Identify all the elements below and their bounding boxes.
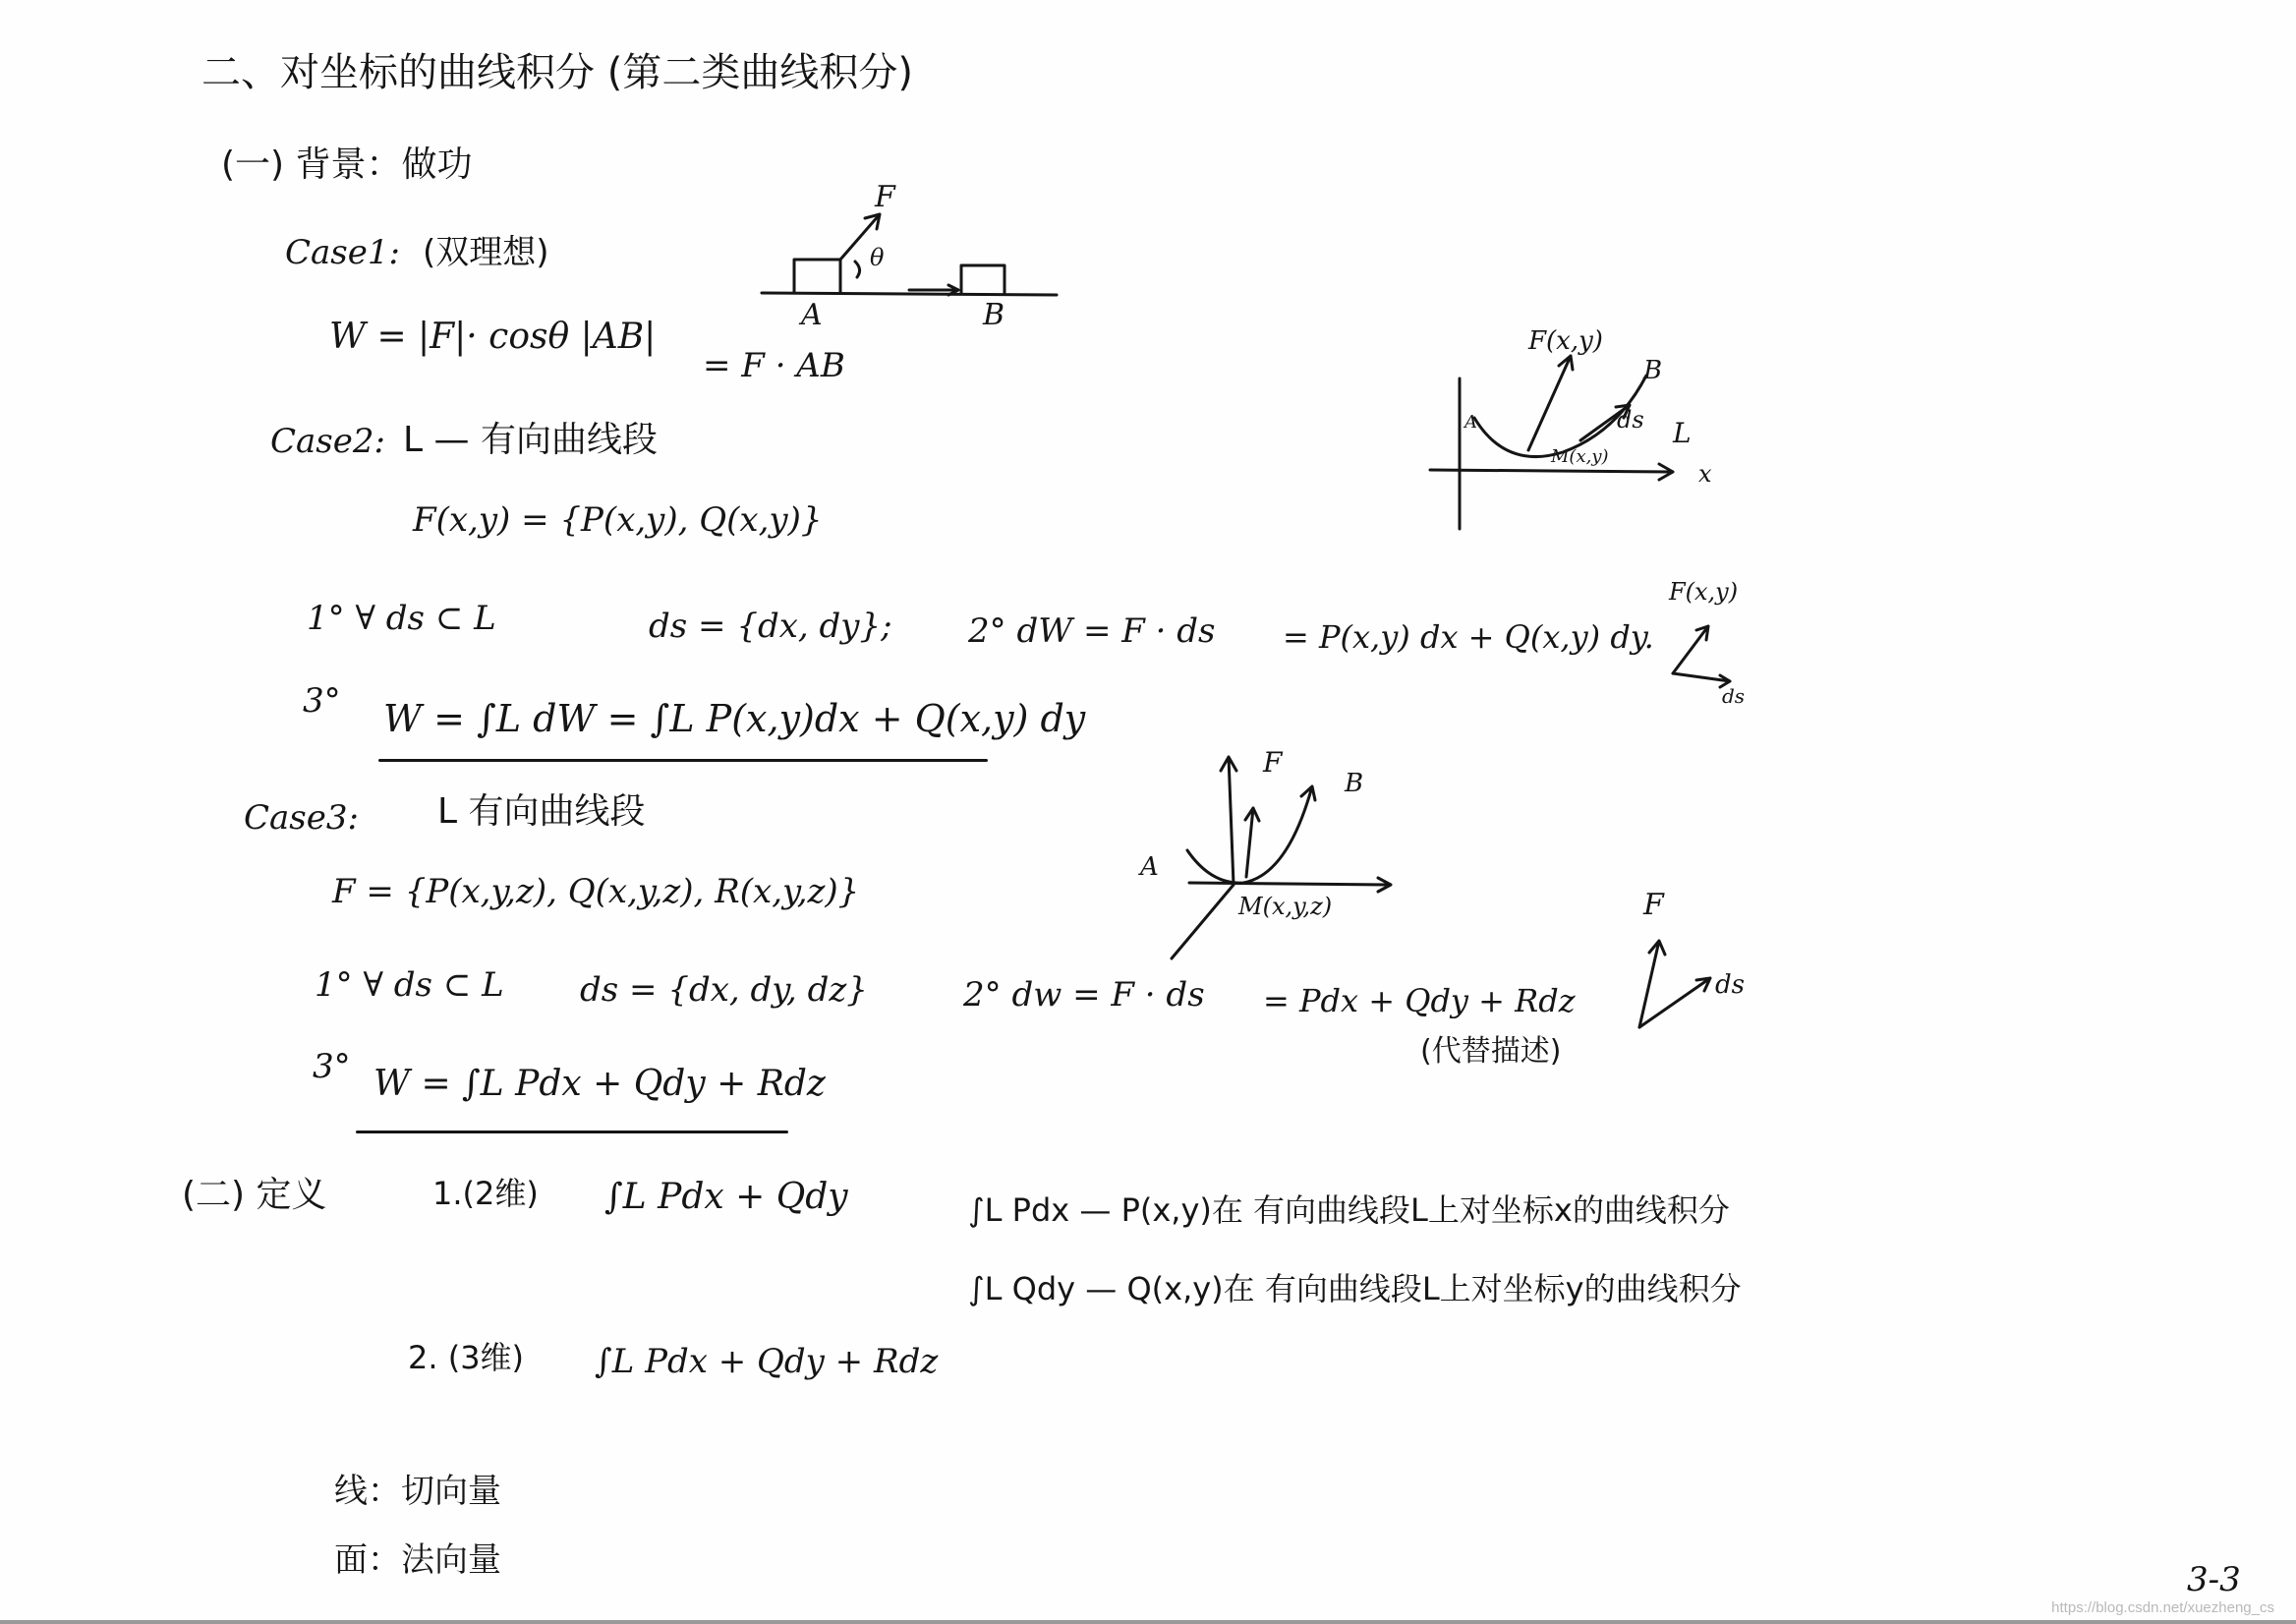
case1-work-formula-dot: = F · AB bbox=[703, 346, 845, 385]
point-b-label: B bbox=[1643, 356, 1663, 385]
def1-q-explanation: ∫L Qdy — Q(x,y)在 有向曲线段L上对坐标y的曲线积分 bbox=[968, 1270, 1742, 1307]
case2-step2-expansion: = P(x,y) dx + Q(x,y) dy. bbox=[1283, 618, 1654, 656]
case2-note: L — 有向曲线段 bbox=[403, 420, 658, 460]
force-vector bbox=[1245, 808, 1259, 877]
case1-work-formula: W = |F|· cosθ |AB| bbox=[329, 317, 657, 357]
case3-underline bbox=[356, 1131, 788, 1133]
block-b bbox=[961, 265, 1004, 293]
y-axis bbox=[1172, 885, 1234, 958]
case3-side-sketch bbox=[1612, 860, 1789, 1037]
section2-heading: (二) 定义 bbox=[182, 1175, 327, 1215]
note-surface-normal: 面：法向量 bbox=[334, 1540, 501, 1580]
force-label: F(x,y) bbox=[1528, 326, 1603, 356]
def2-formula: ∫L Pdx + Qdy + Rdz bbox=[595, 1342, 939, 1381]
case3-work-integral: W = ∫L Pdx + Qdy + Rdz bbox=[373, 1064, 826, 1104]
case2-side-sketch bbox=[1661, 565, 1789, 723]
point-m-label: M(x,y,z) bbox=[1238, 893, 1333, 920]
case1-block-figure bbox=[747, 167, 1071, 334]
force-label: F bbox=[875, 180, 895, 214]
case2-label: Case2: bbox=[270, 422, 385, 461]
force-label: F bbox=[1643, 888, 1664, 922]
point-m-label: M(x,y) bbox=[1551, 446, 1609, 467]
case3-curve-figure bbox=[1120, 727, 1415, 963]
case1-note: (双理想) bbox=[423, 233, 549, 272]
force-vector bbox=[1673, 626, 1708, 673]
note-line-tangent: 线：切向量 bbox=[334, 1472, 501, 1511]
case3-step1: 1° ∀ ds ⊂ L bbox=[315, 965, 504, 1005]
def2-label: 2. (3维) bbox=[408, 1339, 525, 1376]
def1-p-explanation: ∫L Pdx — P(x,y)在 有向曲线段L上对坐标x的曲线积分 bbox=[968, 1191, 1730, 1229]
case2-step1-ds: ds = {dx, dy}; bbox=[649, 607, 892, 646]
case3-step2-expansion: = Pdx + Qdy + Rdz bbox=[1263, 982, 1576, 1019]
angle-arc bbox=[855, 261, 860, 277]
point-b-label: B bbox=[983, 298, 1005, 332]
case2-step1: 1° ∀ ds ⊂ L bbox=[307, 599, 496, 638]
force-label: F bbox=[1263, 746, 1283, 779]
ground-line bbox=[762, 293, 1057, 295]
force-vector bbox=[1639, 941, 1665, 1027]
ds-label: ds bbox=[1617, 406, 1644, 434]
point-b-label: B bbox=[1345, 769, 1364, 798]
case3-step2: 2° dw = F · ds bbox=[963, 975, 1205, 1015]
page-title: 二、对坐标的曲线积分 (第二类曲线积分) bbox=[201, 50, 913, 95]
page-number: 3-3 bbox=[2187, 1560, 2241, 1599]
case2-step2: 2° dW = F · ds bbox=[968, 611, 1216, 651]
ds-label: ds bbox=[1722, 684, 1746, 708]
def1-label: 1.(2维) bbox=[432, 1175, 539, 1212]
page-bottom-edge bbox=[0, 1620, 2296, 1624]
point-a-label: A bbox=[1140, 852, 1159, 882]
axis-label: x bbox=[1698, 460, 1712, 488]
case2-step3: 3° bbox=[303, 681, 341, 721]
case3-field: F = {P(x,y,z), Q(x,y,z), R(x,y,z)} bbox=[332, 872, 860, 911]
case3-note: L 有向曲线段 bbox=[437, 791, 646, 832]
section1-heading: (一) 背景：做功 bbox=[221, 145, 473, 185]
case3-step2-note: (代替描述) bbox=[1420, 1034, 1562, 1069]
case2-work-integral: W = ∫L dW = ∫L P(x,y)dx + Q(x,y) dy bbox=[383, 697, 1086, 740]
point-a-label: A bbox=[801, 298, 823, 332]
angle-label: θ bbox=[870, 244, 885, 271]
case1-label: Case1: bbox=[285, 233, 400, 272]
case2-field: F(x,y) = {P(x,y), Q(x,y)} bbox=[413, 500, 823, 540]
point-a-label: A bbox=[1464, 412, 1477, 433]
watermark: https://blog.csdn.net/xuezheng_cs bbox=[2051, 1599, 2274, 1616]
force-label: F(x,y) bbox=[1669, 578, 1739, 606]
case2-curve-figure bbox=[1415, 305, 1740, 541]
case3-label: Case3: bbox=[244, 798, 359, 838]
ds-label: ds bbox=[1715, 970, 1745, 1000]
case2-underline bbox=[378, 759, 988, 762]
curve-label: L bbox=[1673, 417, 1692, 449]
def1-formula: ∫L Pdx + Qdy bbox=[604, 1177, 848, 1217]
case3-step1-ds: ds = {dx, dy, dz} bbox=[580, 970, 868, 1010]
case3-step3: 3° bbox=[313, 1047, 351, 1086]
force-vector bbox=[1528, 356, 1573, 450]
z-axis bbox=[1221, 757, 1236, 885]
block-a bbox=[794, 260, 840, 293]
